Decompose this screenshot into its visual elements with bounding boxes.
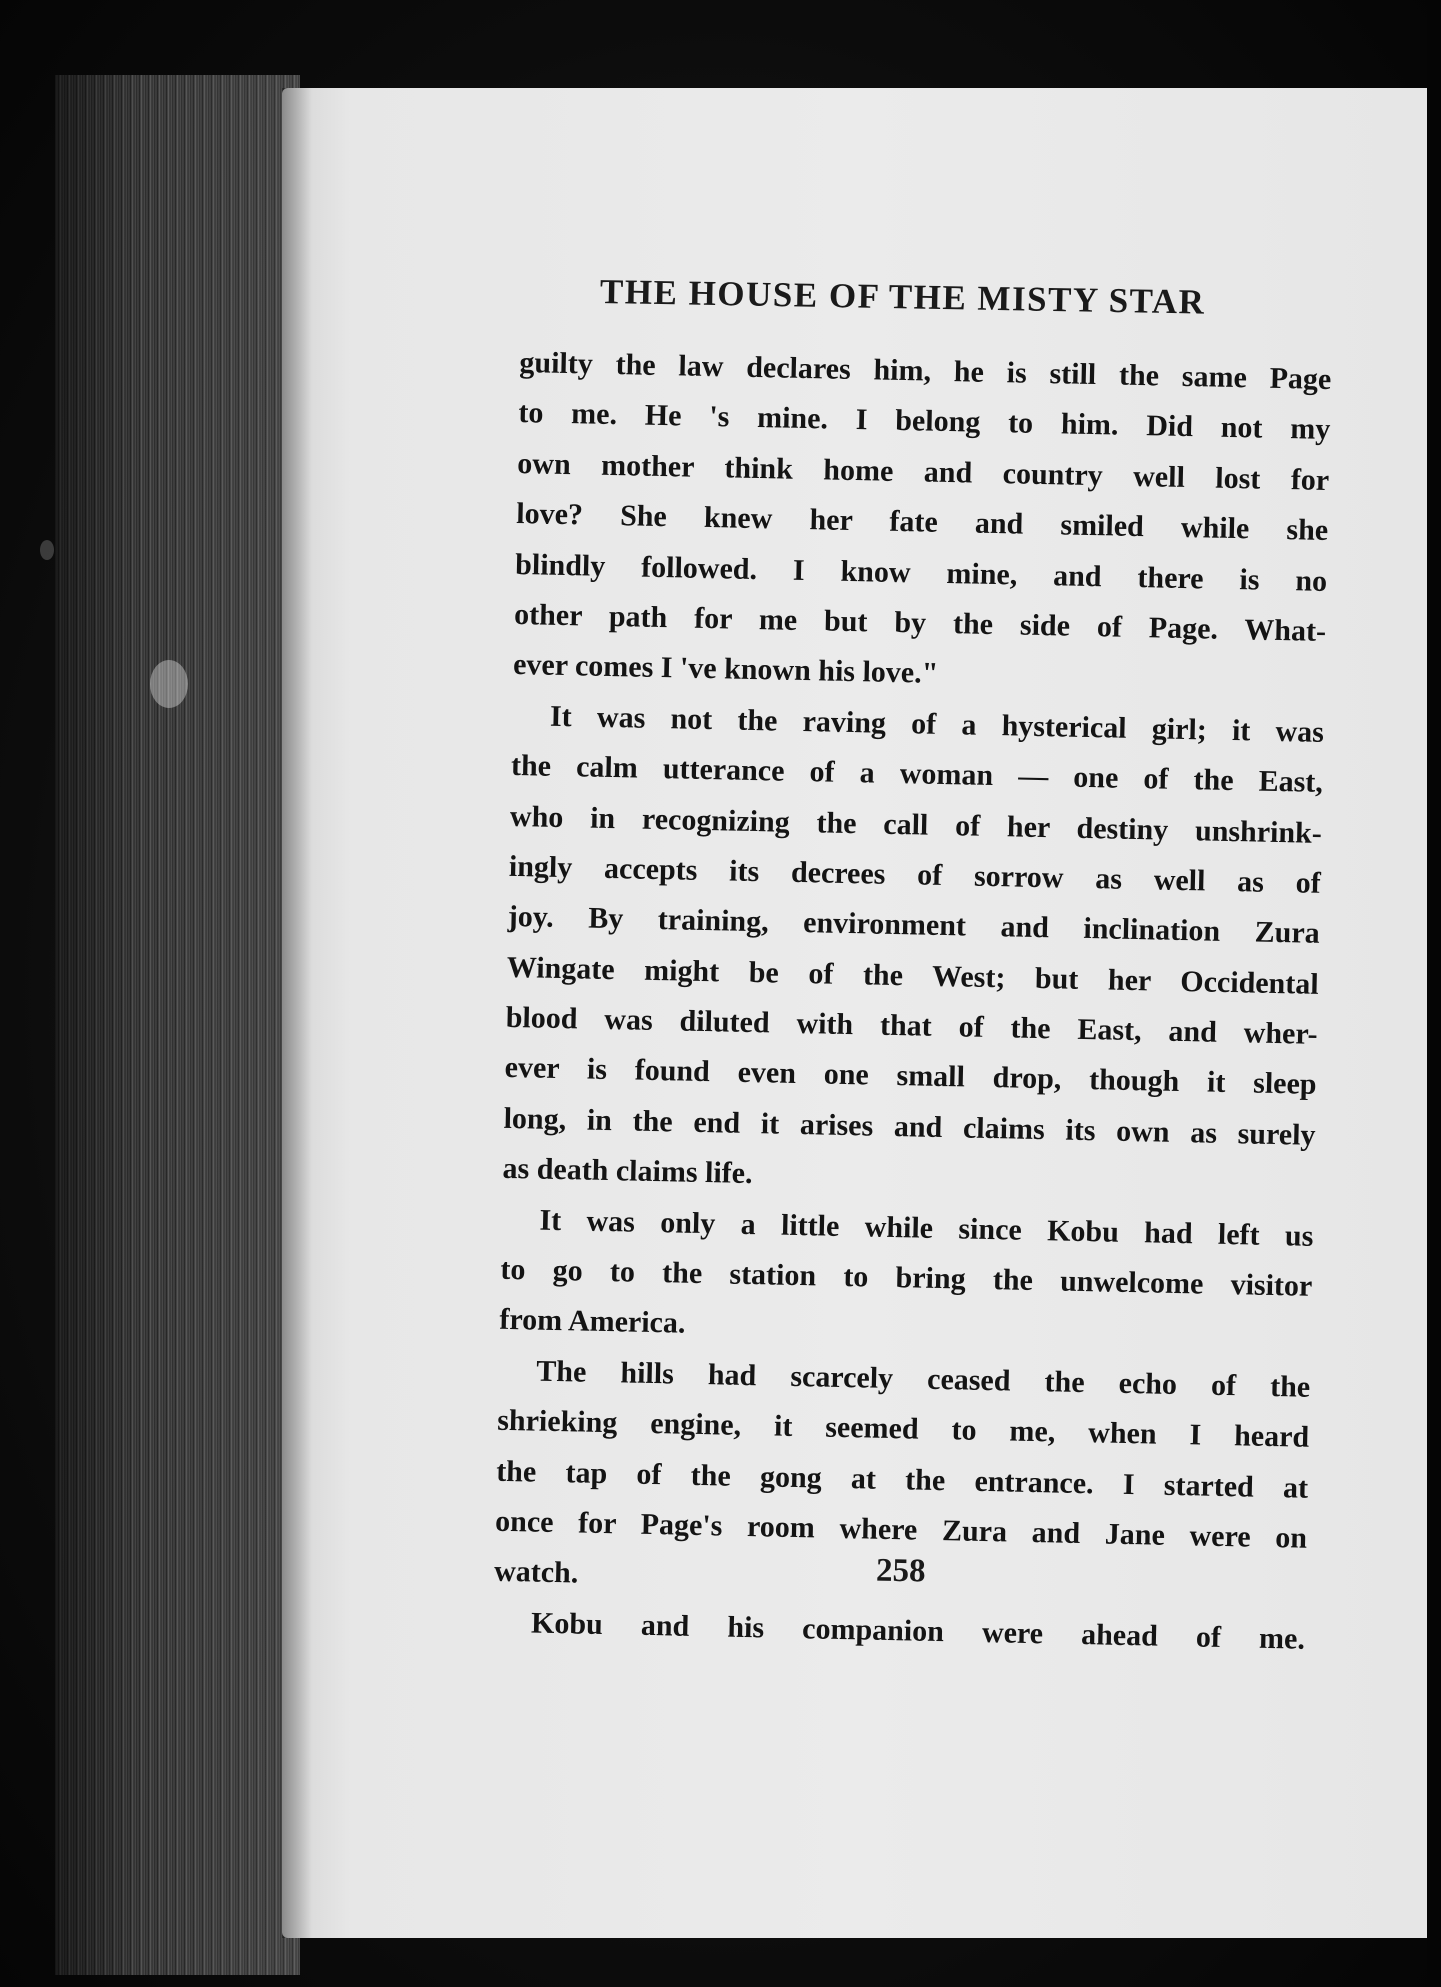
scan-border [1427,0,1441,1987]
text-line: to me. He 's mine. I belong to him. Did not my [518,396,1331,447]
text-line: joy. By training, environment and inclination Zura [507,900,1321,951]
text-line: ingly accepts its decrees of sorrow as well as of [508,849,1322,900]
text-line: love? She knew her fate and smiled while she [515,497,1329,548]
text-line: from America. [499,1303,686,1341]
body-text [493,338,1332,1665]
text-line: as death claims life. [502,1152,753,1191]
text-line: shrieking engine, it seemed to me, when I heard [496,1403,1310,1454]
light-speck [150,660,188,708]
text-line: It was only a little while since Kobu had left us [539,1203,1314,1253]
text-line: once for Page's room where Zura and Jane were on [494,1504,1308,1555]
text-line: ever comes I 've known his love." [512,648,939,691]
text-line: ever is found even one small drop, though it sleep [504,1051,1317,1102]
text-line: Kobu and his companion were ahead of me. [530,1606,1306,1656]
text-line: to go to the station to bring the unwelcome visitor [500,1252,1313,1303]
text-line: who in recognizing the call of her destiny unshrink- [509,799,1323,850]
text-line: watch. [493,1555,579,1590]
running-head: THE HOUSE OF THE MISTY STAR [599,272,1206,322]
text-line: It was not the raving of a hysterical girl; it was [549,699,1325,749]
text-line: own mother think home and country well lost for [517,446,1330,497]
book-page-edges [55,75,300,1975]
text-line: blindly followed. I know mine, and there is no [514,547,1328,598]
page-number: 258 [875,1552,926,1590]
text-line: The hills had scarcely ceased the echo of the [536,1354,1311,1404]
text-line: guilty the law declares him, he is still the same Page [519,345,1332,396]
text-line: Wingate might be of the West; but her Occidental [506,950,1319,1001]
light-speck [40,540,54,560]
text-line: the tap of the gong at the entrance. I started at [495,1454,1309,1505]
text-line: long, in the end it arises and claims its own as surely [503,1101,1316,1152]
text-line: blood was diluted with that of the East, and wher- [505,1000,1318,1051]
text-line: other path for me but by the side of Page. What- [513,597,1327,648]
text-line: the calm utterance of a woman — one of the East, [510,749,1324,800]
